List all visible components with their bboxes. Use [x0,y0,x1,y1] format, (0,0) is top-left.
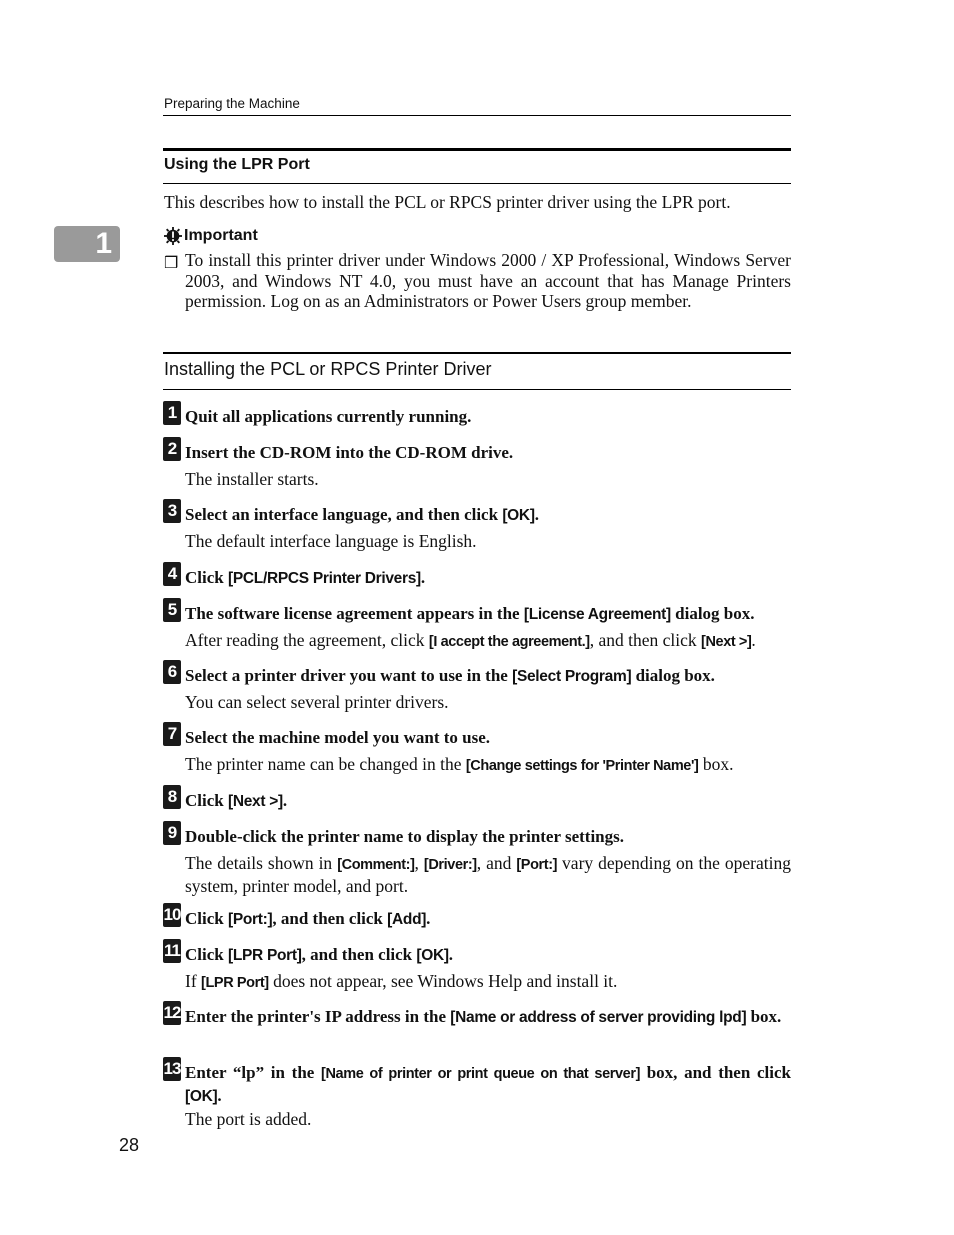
step-title: Insert the CD-ROM into the CD-ROM drive. [185,443,514,462]
important-heading [164,227,258,245]
step-title-text: . [448,945,454,964]
important-text: To install this printer driver under Windows 2000 / XP Professional, Windows Server 2003, and Windows NT 4.0, you must have an account that has Manage Printers permission. Log on as an Administrators or Power Users group member. [185,250,791,311]
step-title-text: Select a printer driver you want to use in the [185,666,513,685]
step-note [185,971,791,994]
step-number-badge: 9 [163,821,181,845]
step-title [185,790,791,812]
step-title [185,1062,791,1107]
ui-change-settings-ref: [Change settings for 'Printer Name'] [465,758,699,774]
ui-server-address-ref: [Name or address of server providing lpd] [450,1009,747,1026]
ui-accept-ref: [I accept the agreement.] [428,634,590,650]
step-title-text: , and then click [272,909,388,928]
step-number-badge: 3 [163,499,181,523]
step-note: The installer starts. [185,469,319,489]
ui-comment-ref: [Comment:] [337,857,415,873]
step-note-text: . [751,630,756,650]
step-title: Quit all applications currently running. [185,407,472,426]
step-title-text: dialog box. [631,666,715,685]
step-number-badge: 11 [163,939,181,963]
chapter-tab: 1 [54,226,120,262]
step-number-badge: 1 [163,401,181,425]
step-title-text: Click [185,909,228,928]
header-rule [163,115,791,116]
step-note-text: does not appear, see Windows Help and install it. [268,971,618,991]
step-note-text: , [414,853,424,873]
step-number-badge: 2 [163,437,181,461]
important-icon [164,227,182,245]
section-title: Using the LPR Port [164,156,310,173]
step-title-text: Click [185,568,228,587]
step-title [185,603,791,625]
step-title-text: . [534,505,539,524]
step-title-text: . [282,791,288,810]
step-title [185,944,791,966]
ui-print-queue-ref: [Name of printer or print queue on that server] [321,1066,640,1082]
step-title-text: Enter “lp” in the [185,1063,322,1082]
ui-ok-button-ref: [OK] [502,507,535,524]
step-note-text: If [185,971,202,991]
ui-add-ref: [Add] [387,911,427,928]
step-note-text: vary depending on the operating system, printer model, and port. [185,853,791,896]
step-title-text: . [420,568,426,587]
ui-license-agreement-ref: [License Agreement] [523,606,671,623]
step-number-badge: 12 [163,1001,181,1025]
step-note [185,754,791,777]
step-title-text: . [426,909,431,928]
step-note-text: The printer name can be changed in the [185,754,466,774]
section-intro: This describes how to install the PCL or RPCS printer driver using the LPR port. [164,192,731,212]
step-note-text: The details shown in [185,853,338,873]
page-number: 28 [119,1135,140,1155]
step-note [185,630,791,653]
ui-lpr-port-ref: [LPR Port] [201,975,269,991]
step-title: Double-click the printer name to display the printer settings. [185,827,624,846]
step-number-badge: 4 [163,562,181,586]
ui-pcl-rpcs-drivers-ref: [PCL/RPCS Printer Drivers] [227,570,421,587]
ui-select-program-ref: [Select Program] [512,668,632,685]
step-number-badge: 5 [163,598,181,622]
step-note-text: box. [698,754,734,774]
step-title-text: Select an interface language, and then click [185,505,503,524]
step-number-badge: 6 [163,660,181,684]
step-note: You can select several printer drivers. [185,692,449,712]
important-label: Important [184,227,258,244]
step-title-text: box. [746,1007,782,1026]
running-header: Preparing the Machine [164,96,300,111]
step-title [185,908,791,930]
section-rule-top [163,148,791,151]
checkbox-icon: ❒ [164,255,179,272]
ui-ok-ref: [OK] [185,1088,218,1105]
subsection-rule-top [163,352,791,354]
ui-port-ref: [Port:] [516,857,558,873]
section-rule-bottom [163,183,791,184]
step-note-text: , and [476,853,517,873]
step-title-text: dialog box. [670,604,755,623]
ui-next-ref: [Next >] [227,793,283,810]
step-title: Select the machine model you want to use. [185,728,491,747]
ui-next-ref: [Next >] [701,634,752,650]
step-title-text: The software license agreement appears in the [185,604,524,623]
ui-port-ref: [Port:] [227,911,273,928]
subsection-rule-bottom [163,389,791,390]
step-note-text: , and then click [589,630,702,650]
step-note: The default interface language is English. [185,531,477,551]
step-note [185,853,791,896]
step-title-text: , and then click [301,945,417,964]
step-number-badge: 10 [163,903,181,927]
step-title-text: Click [185,945,228,964]
step-number-badge: 8 [163,785,181,809]
step-title-text: Enter the printer's IP address in the [185,1007,451,1026]
ui-ok-ref: [OK] [416,947,449,964]
ui-driver-ref: [Driver:] [423,857,477,873]
step-note-text: After reading the agreement, click [185,630,429,650]
step-title [185,504,791,526]
step-title [185,1006,791,1028]
step-title-text: Click [185,791,228,810]
step-title-text: . [217,1086,222,1105]
step-title-text: box, and then click [640,1063,791,1082]
step-title [185,665,791,687]
step-number-badge: 7 [163,722,181,746]
subsection-title: Installing the PCL or RPCS Printer Driver [164,359,492,379]
ui-lpr-port-ref: [LPR Port] [227,947,302,964]
step-number-badge: 13 [163,1057,181,1081]
step-note: The port is added. [185,1109,312,1129]
step-title [185,567,791,589]
